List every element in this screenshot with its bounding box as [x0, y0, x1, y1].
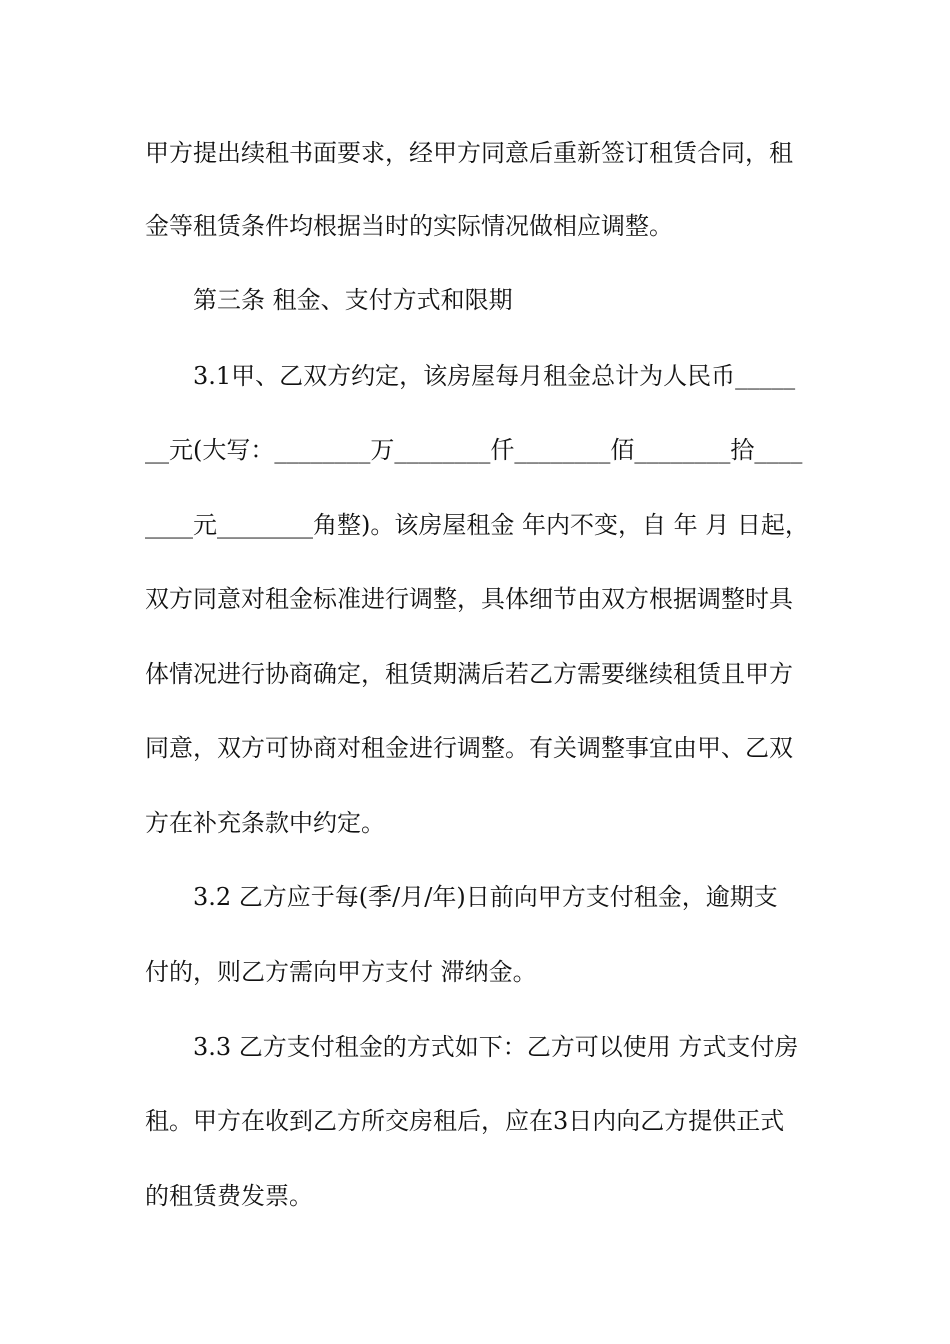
- clause-3-3-line-3: 的租赁费发票。: [145, 1182, 313, 1210]
- clause-3-1-line-7: 方在补充条款中约定。: [145, 809, 385, 837]
- clause-3-1-line-5: 体情况进行协商确定，租赁期满后若乙方需要继续租赁且甲方: [145, 660, 793, 688]
- clause-3-1-line-1: 3.1甲、乙双方约定，该房屋每月租金总计为人民币_____: [193, 362, 796, 390]
- clause-3-1-line-4: 双方同意对租金标准进行调整，具体细节由双方根据调整时具: [145, 585, 793, 613]
- clause-3-2-line-1: 3.2 乙方应于每(季/月/年)日前向甲方支付租金，逾期支: [193, 883, 778, 911]
- paragraph-line-2: 金等租赁条件均根据当时的实际情况做相应调整。: [145, 212, 673, 240]
- paragraph-line-1: 甲方提出续租书面要求，经甲方同意后重新签订租赁合同，租: [145, 139, 793, 167]
- clause-3-3-line-1: 3.3 乙方支付租金的方式如下：乙方可以使用 方式支付房: [193, 1033, 799, 1061]
- clause-3-1-line-6: 同意，双方可协商对租金进行调整。有关调整事宜由甲、乙双: [145, 734, 793, 762]
- section-heading: 第三条 租金、支付方式和限期: [193, 286, 513, 314]
- clause-3-3-line-2: 租。甲方在收到乙方所交房租后，应在3日内向乙方提供正式: [145, 1107, 785, 1135]
- clause-3-1-line-3: ____元________角整)。该房屋租金 年内不变，自 年 月 日起，: [145, 511, 809, 539]
- clause-3-1-line-2: __元(大写：________万________仟________佰________拾____: [145, 436, 803, 464]
- clause-3-2-line-2: 付的，则乙方需向甲方支付 滞纳金。: [145, 958, 537, 986]
